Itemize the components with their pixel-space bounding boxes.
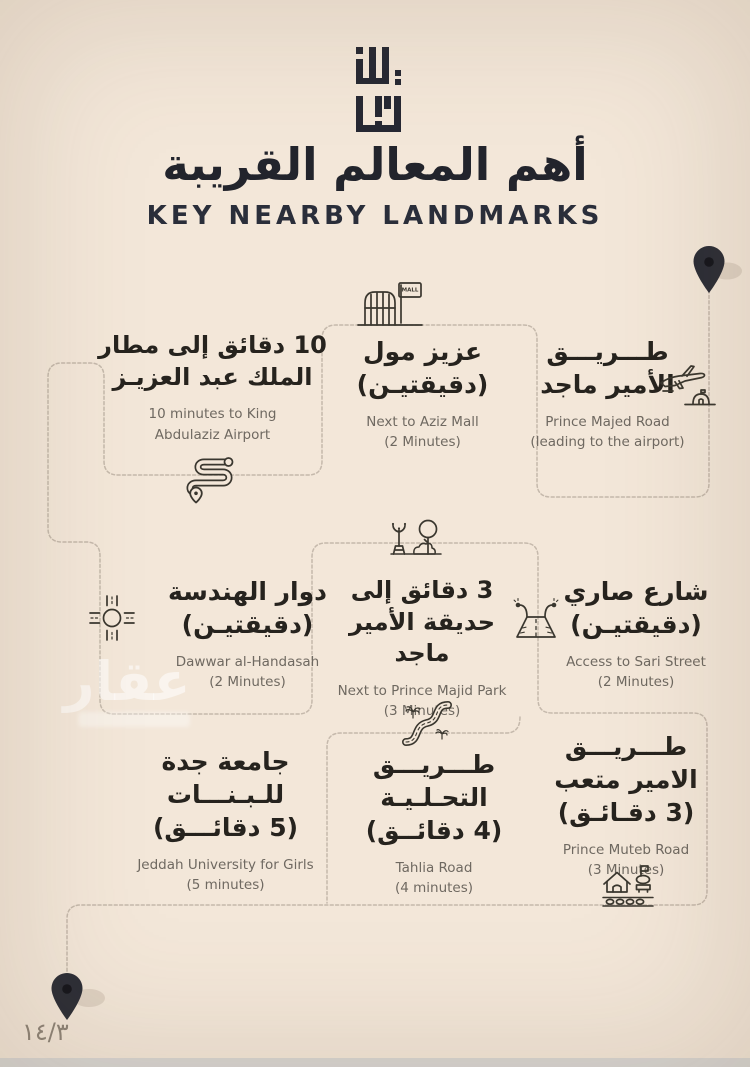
- landmark-arabic-text: 10 دقائق إلى مطار الملك عبد العزيـز: [98, 331, 327, 391]
- s-route-icon: [183, 449, 237, 507]
- landmark-arabic-text: عزيز مول (دقيقتيـن): [356, 337, 489, 399]
- landmark-item-aziz-mall: [330, 335, 515, 453]
- park-icon: [388, 516, 444, 560]
- mall-icon: [355, 279, 425, 331]
- landmark-arabic-text: 3 دقائق إلى حديقة الأمير ماجد: [348, 576, 496, 668]
- landmark-arabic-text: شارع صاري (دقيقتيـن): [563, 577, 709, 639]
- landmark-item-tahlia-road: [338, 748, 530, 899]
- landmark-item-prince-muteb-road: [540, 730, 712, 881]
- house-road-icon: [598, 862, 658, 908]
- winding-road-icon: [400, 699, 454, 747]
- page-title-arabic: أهم المعالم القريبة: [162, 138, 588, 191]
- landmark-english-text: Prince Majed Road (leading to the airport): [530, 414, 685, 451]
- landmark-english-text: Access to Sari Street (2 Minutes): [566, 654, 706, 691]
- landmark-english-text: Next to Prince Majid Park (3 Minutes): [337, 683, 507, 720]
- brand-logo: [352, 44, 408, 132]
- landmark-item-king-abdulaziz-airport: [95, 330, 330, 445]
- bottom-edge-strip: [0, 1058, 750, 1067]
- landmark-english-text: Tahlia Road (4 minutes): [394, 860, 474, 897]
- aqar-watermark: عقار: [63, 650, 191, 713]
- landmark-arabic-text: طـــريـــق الامير متعب (3 دقـائـق): [554, 732, 698, 827]
- landmark-english-text: Prince Muteb Road (3 Minutes): [562, 842, 690, 879]
- landmark-arabic-text: جامعة جدة للـبـنـــات (5 دقائـــق): [152, 747, 299, 842]
- top-map-pin: [694, 246, 743, 293]
- svg-text:MALL: MALL: [401, 287, 419, 294]
- landmark-arabic-text: طـــريـــق الأمير ماجد: [540, 337, 675, 399]
- page-number: ١٤/٣: [22, 1018, 69, 1046]
- landmark-arabic-text: طـــريـــق التحـلـيـة (4 دقائــق): [365, 750, 503, 845]
- roundabout-icon: [88, 594, 136, 642]
- landmark-english-text: Next to Aziz Mall (2 Minutes): [366, 414, 479, 451]
- bottom-map-pin: [52, 973, 106, 1020]
- landmark-english-text: Jeddah University for Girls (5 minutes): [137, 857, 314, 894]
- airplane-icon: [655, 357, 717, 413]
- landmark-arabic-text: دوار الهندسة (دقيقتيـن): [168, 577, 327, 639]
- page-title-english: KEY NEARBY LANDMARKS: [146, 201, 604, 231]
- landmark-item-sari-street: [550, 575, 722, 693]
- landmark-item-jeddah-university-for-girls: [118, 745, 333, 896]
- landmark-english-text: 10 minutes to King Abdulaziz Airport: [148, 406, 277, 443]
- landmark-english-text: Dawwar al-Handasah (2 Minutes): [175, 654, 320, 691]
- street-icon: [512, 597, 560, 641]
